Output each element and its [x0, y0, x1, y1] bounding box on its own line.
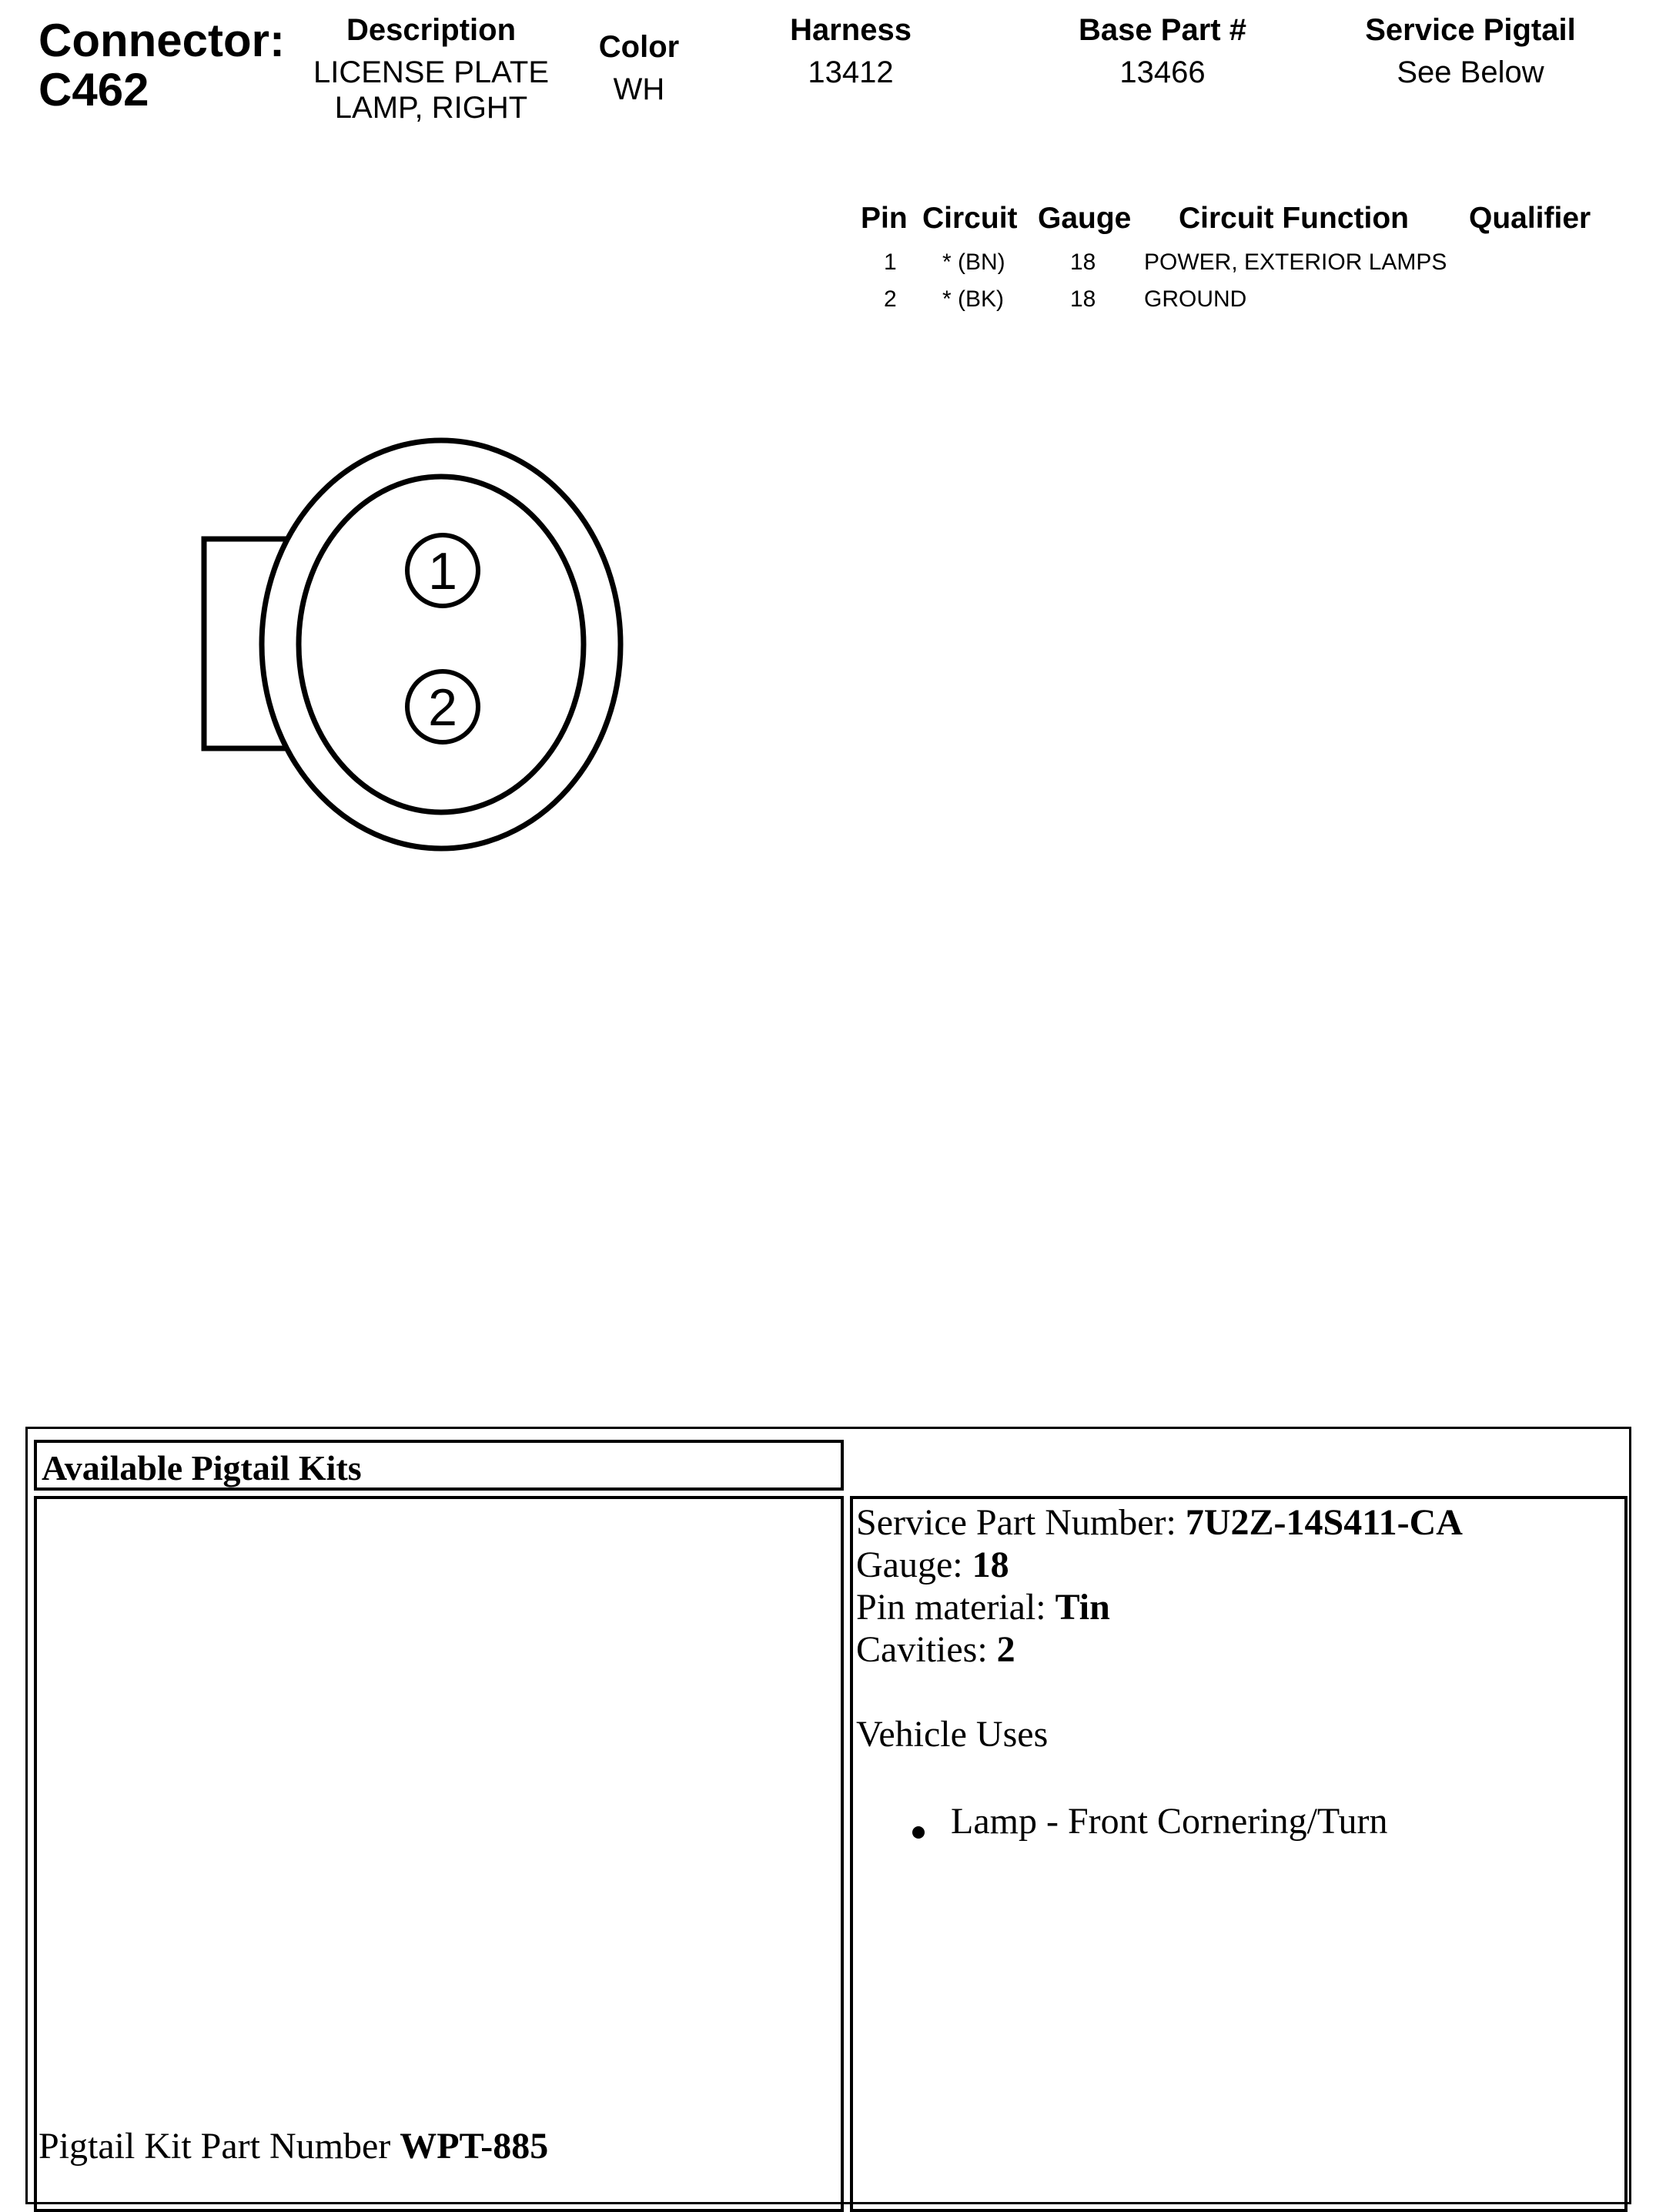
- pigtail-kits-title: Available Pigtail Kits: [42, 1448, 362, 1487]
- service-part-label: Service Part Number:: [856, 1502, 1186, 1543]
- kit-gauge-value: 18: [972, 1544, 1009, 1585]
- pigtail-kit-image-cell: [34, 1496, 844, 2212]
- gauge-header: Gauge: [1038, 202, 1132, 235]
- pin-2-label: 2: [428, 678, 457, 737]
- list-bullet-icon: [912, 1826, 925, 1839]
- pigtail-kit-part-line: [38, 2125, 548, 2167]
- cavities-label: Cavities:: [856, 1629, 997, 1670]
- pin-number: 1: [884, 249, 897, 275]
- connector-id: C462: [38, 64, 149, 115]
- pin-1-label: 1: [428, 542, 457, 601]
- gauge-line: [856, 1544, 1009, 1586]
- service-pigtail-column: [1324, 12, 1617, 90]
- pigtail-kits-title-cell: [34, 1440, 844, 1491]
- list-item: Lamp - Front Cornering/Turn: [951, 1801, 1388, 1842]
- pin-material-value: Tin: [1055, 1587, 1110, 1628]
- base-part-value: 13466: [1119, 55, 1206, 89]
- circuit-function: GROUND: [1144, 286, 1247, 312]
- circuit-function-header: Circuit Function: [1179, 202, 1409, 235]
- circuit-header: Circuit: [922, 202, 1018, 235]
- vehicle-uses-heading: Vehicle Uses: [856, 1714, 1049, 1755]
- harness-column: [770, 12, 932, 90]
- service-part-line: [856, 1501, 1463, 1544]
- connector-outer-shell: [262, 440, 621, 848]
- description-line-1: LICENSE PLATE: [313, 55, 550, 89]
- service-pigtail-value: See Below: [1397, 55, 1544, 89]
- description-line-2: LAMP, RIGHT: [334, 91, 528, 125]
- description-label: Description: [346, 13, 517, 47]
- kit-part-value: WPT-885: [400, 2126, 549, 2167]
- connector-label: Connector:: [38, 15, 285, 66]
- color-column: [570, 29, 708, 107]
- cavities-line: [856, 1628, 1015, 1671]
- harness-label: Harness: [790, 13, 912, 47]
- kit-part-label: Pigtail Kit Part Number: [38, 2126, 400, 2167]
- gauge-value: 18: [1070, 249, 1096, 275]
- circuit-function: POWER, EXTERIOR LAMPS: [1144, 249, 1447, 275]
- service-pigtail-label: Service Pigtail: [1365, 13, 1576, 47]
- description-column: [277, 12, 585, 125]
- cavities-value: 2: [996, 1629, 1015, 1670]
- color-value: WH: [613, 72, 665, 106]
- circuit-code: * (BK): [942, 286, 1005, 312]
- pin-material-label: Pin material:: [856, 1587, 1055, 1628]
- base-part-column: [1047, 12, 1278, 90]
- harness-value: 13412: [808, 55, 894, 89]
- qualifier-header: Qualifier: [1469, 202, 1591, 235]
- base-part-label: Base Part #: [1079, 13, 1246, 47]
- color-label: Color: [598, 30, 680, 64]
- pin-number: 2: [884, 286, 897, 312]
- service-part-value: 7U2Z-14S411-CA: [1185, 1502, 1463, 1543]
- connector-face-diagram: [192, 427, 639, 858]
- pin-material-line: [856, 1586, 1110, 1628]
- gauge-value: 18: [1070, 286, 1096, 312]
- circuit-code: * (BN): [942, 249, 1005, 275]
- kit-gauge-label: Gauge:: [856, 1544, 972, 1585]
- pin-header: Pin: [861, 202, 908, 235]
